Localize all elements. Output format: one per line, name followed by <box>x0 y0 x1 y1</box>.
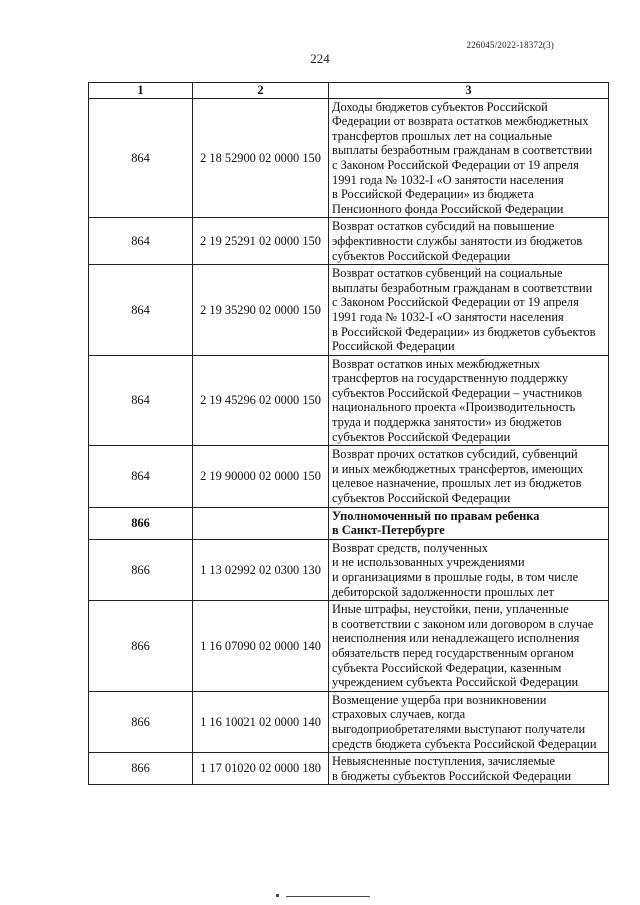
description-line: и организациями в прошлые годы, в том числе <box>332 570 579 584</box>
table-row <box>89 218 609 265</box>
description-line: дебиторской задолженности прошлых лет <box>332 584 554 599</box>
column-header-1: 1 <box>89 83 193 99</box>
income-description-cell <box>329 539 609 600</box>
admin-code-cell: 866 <box>89 601 193 692</box>
description-line: выплаты безработным гражданам в соответствии <box>332 143 593 158</box>
description-line: Пенсионного фонда Российской Федерации <box>332 201 564 216</box>
table-header-row <box>89 83 609 99</box>
income-description-cell <box>329 355 609 446</box>
description-line: Доходы бюджетов субъектов Российской <box>332 99 548 114</box>
description-line: Федерации от возврата остатков межбюджетных <box>332 114 589 129</box>
description-line: 1991 года № 1032-I «О занятости населения <box>332 172 564 187</box>
description-line: неисполнения или ненадлежащего исполнения <box>332 631 580 646</box>
description-line: эффективности службы занятости из бюджетов <box>332 233 583 248</box>
description-line: Невыясненные поступления, зачисляемые <box>332 754 555 769</box>
admin-code-cell: 864 <box>89 98 193 218</box>
description-line: целевое назначение, прошлых лет из бюджетов <box>332 476 582 491</box>
budget-classification-code-cell: 1 13 02992 02 0300 130 <box>193 539 329 600</box>
description-line: Возврат остатков субвенций на социальные <box>332 266 563 281</box>
table-row <box>89 265 609 356</box>
description-line: и не использованных учреждениями <box>332 555 525 570</box>
admin-code-cell: 866 <box>89 753 193 785</box>
table-row <box>89 98 609 218</box>
description-line: субъектов Российской Федерации <box>332 429 511 444</box>
income-description-cell <box>329 98 609 218</box>
table-row <box>89 539 609 600</box>
description-line: в Российской Федерации» из бюджетов субъектов <box>332 324 596 339</box>
description-line: с Законом Российской Федерации от 19 апреля <box>332 295 579 310</box>
budget-classification-code-cell: 2 19 25291 02 0000 150 <box>193 218 329 265</box>
column-header-2: 2 <box>193 83 329 99</box>
budget-classification-code-cell: 2 19 45296 02 0000 150 <box>193 355 329 446</box>
admin-code-cell: 866 <box>89 691 193 752</box>
description-line: учреждением субъекта Российской Федерации <box>332 675 579 690</box>
description-line: Российской Федерации <box>332 339 455 354</box>
budget-classification-code-cell: 2 19 35290 02 0000 150 <box>193 265 329 356</box>
table-row <box>89 446 609 507</box>
description-line: Уполномоченный по правам ребенка <box>332 508 540 523</box>
description-line: страховых случаев, когда <box>332 707 466 722</box>
budget-classification-code-cell: 1 16 07090 02 0000 140 <box>193 601 329 692</box>
income-description-cell <box>329 265 609 356</box>
budget-classification-code-cell <box>193 507 329 539</box>
budget-classification-code-cell: 2 18 52900 02 0000 150 <box>193 98 329 218</box>
income-description-cell <box>329 446 609 507</box>
description-line: субъектов Российской Федерации <box>332 248 511 263</box>
income-description-cell <box>329 601 609 692</box>
description-line: Возврат прочих остатков субсидий, субвенций <box>332 447 578 462</box>
description-line: Возврат средств, полученных <box>332 540 488 555</box>
table-row <box>89 507 609 539</box>
description-line: труда и поддержка занятости» из бюджетов <box>332 415 562 430</box>
description-line: выплаты безработным гражданам в соответствии <box>332 280 593 295</box>
budget-classification-code-cell: 1 16 10021 02 0000 140 <box>193 691 329 752</box>
admin-code-cell: 864 <box>89 446 193 507</box>
income-description-cell <box>329 507 609 539</box>
admin-code-cell: 864 <box>89 265 193 356</box>
footer-mark <box>276 894 279 897</box>
budget-classification-code-cell: 2 19 90000 02 0000 150 <box>193 446 329 507</box>
table-row <box>89 601 609 692</box>
table-row <box>89 355 609 446</box>
description-line: и иных межбюджетных трансфертов, имеющих <box>332 461 584 476</box>
description-line: национального проекта «Производительность <box>332 400 576 415</box>
description-line: субъекта Российской Федерации, казенным <box>332 660 562 675</box>
footer-line <box>286 896 370 897</box>
description-line: Иные штрафы, неустойки, пени, уплаченные <box>332 602 569 617</box>
column-header-3: 3 <box>329 83 609 99</box>
description-line: трансфертов на государственную поддержку <box>332 371 569 386</box>
table-row <box>89 691 609 752</box>
description-line: субъектов Российской Федерации <box>332 491 511 506</box>
income-description-cell <box>329 218 609 265</box>
description-line: трансфертов прошлых лет на социальные <box>332 128 553 143</box>
description-line: 1991 года № 1032-I «О занятости населения <box>332 309 564 324</box>
document-id: 226045/2022-18372(3) <box>466 40 554 50</box>
income-description-cell <box>329 691 609 752</box>
budget-classification-code-cell: 1 17 01020 02 0000 180 <box>193 753 329 785</box>
description-line: в Санкт-Петербурге <box>332 523 445 538</box>
admin-code-cell: 866 <box>89 507 193 539</box>
description-line: в Российской Федерации» из бюджета <box>332 187 534 202</box>
page-number: 224 <box>310 51 330 66</box>
admin-code-cell: 864 <box>89 218 193 265</box>
description-line: Возврат остатков иных межбюджетных <box>332 356 541 371</box>
table-body <box>89 98 609 785</box>
description-line: субъектов Российской Федерации – участников <box>332 385 583 400</box>
description-line: средств бюджета субъекта Российской Федерации <box>332 736 597 751</box>
description-line: в бюджеты субъектов Российской Федерации <box>332 768 572 783</box>
description-line: выгодоприобретателями выступают получатели <box>332 721 586 736</box>
description-line: в соответствии с законом или договором в случае <box>332 616 594 631</box>
table-row <box>89 753 609 785</box>
description-line: обязательств перед государственным органом <box>332 645 574 660</box>
admin-code-cell: 864 <box>89 355 193 446</box>
income-description-cell <box>329 753 609 785</box>
admin-code-cell: 866 <box>89 539 193 600</box>
description-line: Возврат остатков субсидий на повышение <box>332 219 555 234</box>
budget-codes-table <box>88 82 609 785</box>
description-line: Возмещение ущерба при возникновении <box>332 692 547 707</box>
description-line: с Законом Российской Федерации от 19 апреля <box>332 157 579 172</box>
